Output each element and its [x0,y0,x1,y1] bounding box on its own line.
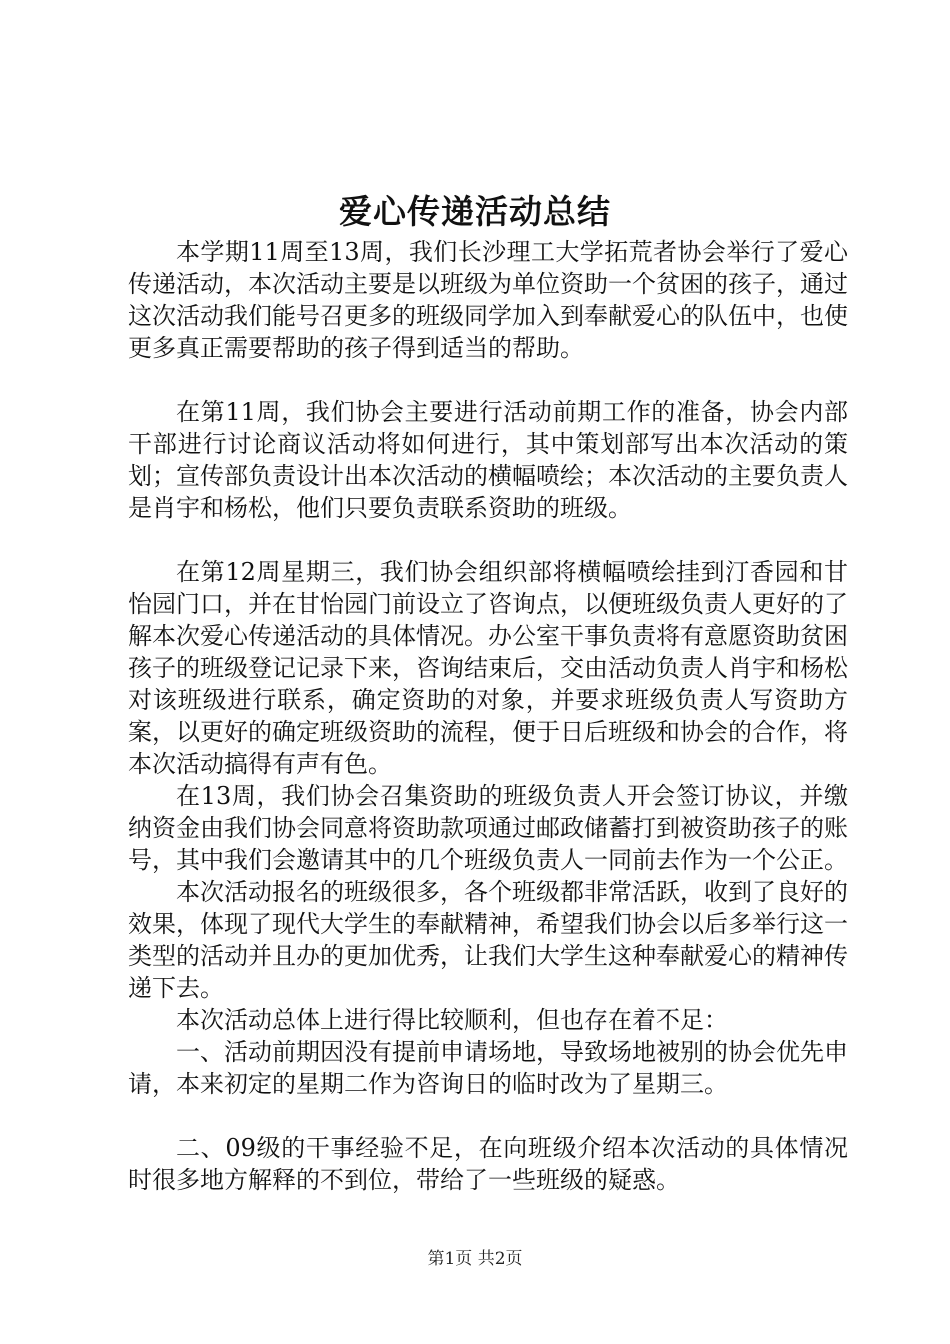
paragraph-spacer [128,524,848,556]
paragraph-week-13: 在13周，我们协会召集资助的班级负责人开会签订协议，并缴纳资金由我们协会同意将资助款项通过邮政储蓄打到被资助孩子的账号，其中我们会邀请其中的几个班级负责人一同前去作为一个公正。 [128,782,848,874]
paragraph-shortcomings-intro: 本次活动总体上进行得比较顺利，但也存在着不足： [176,1006,728,1034]
paragraph-spacer [128,1100,848,1132]
paragraph-shortcoming-2: 二、09级的干事经验不足，在向班级介绍本次活动的具体情况时很多地方解释的不到位，带给了一些班级的疑惑。 [128,1134,848,1194]
paragraph-week-12: 在第12周星期三，我们协会组织部将横幅喷绘挂到汀香园和甘怡园门口，并在甘怡园门前设立了咨询点，以便班级负责人更好的了解本次爱心传递活动的具体情况。办公室干事负责将有意愿资助贫困孩子的班级登记记录下来，咨询结束后，交由活动负责人肖宇和杨松对该班级进行联系，确定资助的对象，并要求班级负责人写资助方案，以更好的确定班级资助的流程，便于日后班级和协会的合作，将本次活动搞得有声有色。 [128,558,848,778]
paragraph-spacer [128,364,848,396]
document-title: 爱心传递活动总结 [339,192,611,231]
page-number-footer: 第1页 共2页 [427,1249,523,1269]
paragraph-shortcoming-1: 一、活动前期因没有提前申请场地，导致场地被别的协会优先申请，本来初定的星期二作为咨询日的临时改为了星期三。 [128,1038,848,1098]
paragraph-intro: 本学期11周至13周，我们长沙理工大学拓荒者协会举行了爱心传递活动，本次活动主要是以班级为单位资助一个贫困的孩子，通过这次活动我们能号召更多的班级同学加入到奉献爱心的队伍中，也使更多真正需要帮助的孩子得到适当的帮助。 [128,238,848,362]
document-body [128,236,848,1196]
paragraph-week-11: 在第11周，我们协会主要进行活动前期工作的准备，协会内部干部进行讨论商议活动将如何进行，其中策划部写出本次活动的策划；宣传部负责设计出本次活动的横幅喷绘；本次活动的主要负责人是肖宇和杨松，他们只要负责联系资助的班级。 [128,398,848,522]
paragraph-results: 本次活动报名的班级很多，各个班级都非常活跃，收到了良好的效果，体现了现代大学生的奉献精神，希望我们协会以后多举行这一类型的活动并且办的更加优秀，让我们大学生这种奉献爱心的精神传递下去。 [128,878,848,1002]
